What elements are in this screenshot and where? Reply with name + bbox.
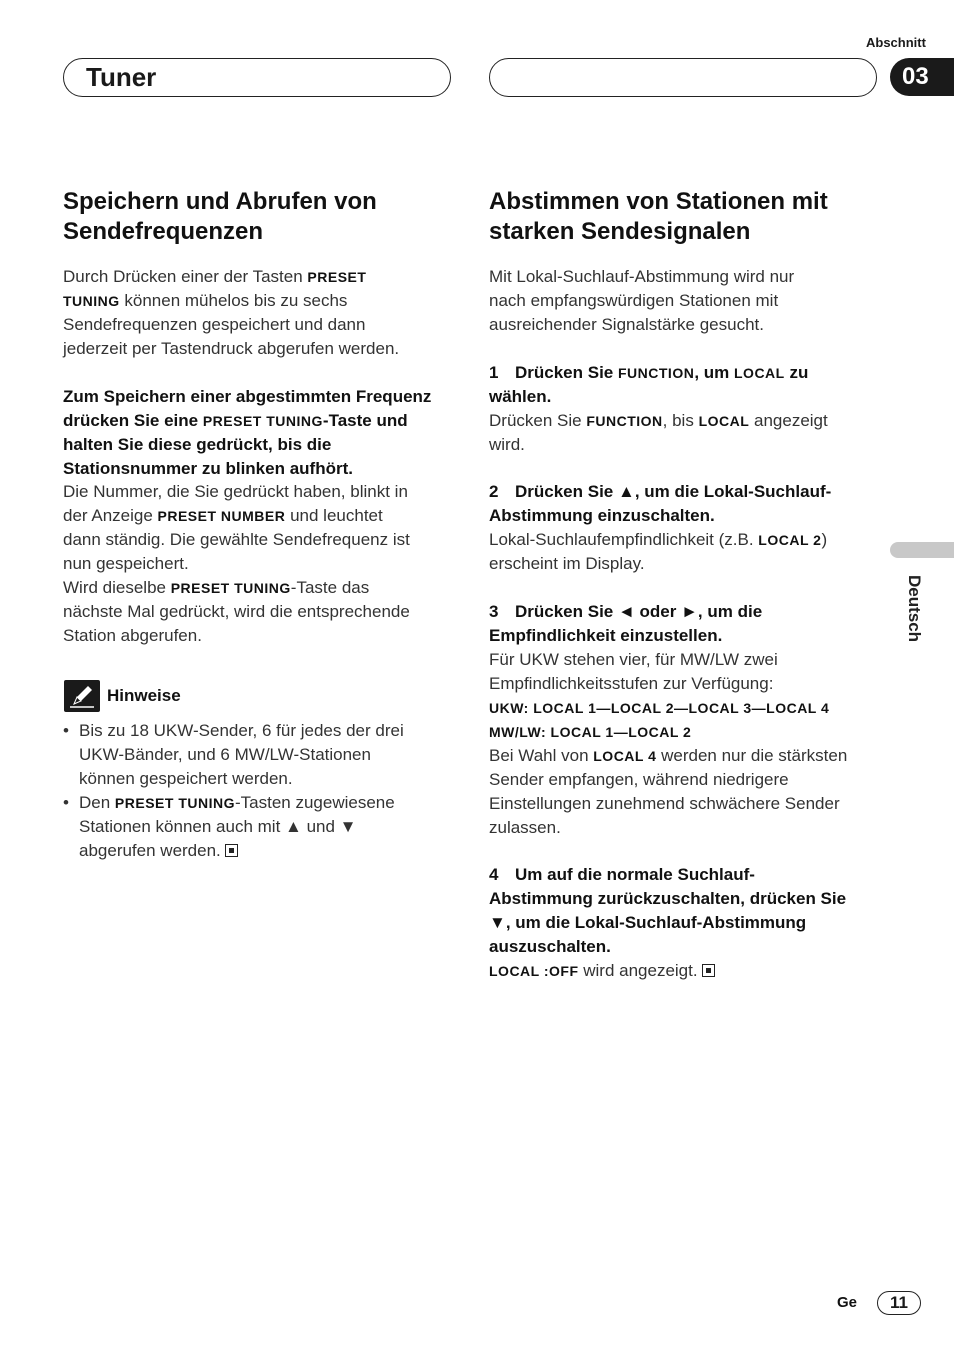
body-text: der Anzeige xyxy=(63,506,158,525)
instruction-text: drücken Sie eine xyxy=(63,411,203,430)
key-function: FUNCTION xyxy=(618,365,695,381)
key-tuning: TUNING xyxy=(63,293,120,309)
step-heading: Abstimmung einzuschalten. xyxy=(489,506,715,525)
step-heading: Drücken Sie ◄ oder ►, um die xyxy=(515,602,763,621)
step-number: 3 xyxy=(489,602,499,621)
step-heading: auszuschalten. xyxy=(489,937,611,956)
notes-list xyxy=(63,719,463,863)
notes-pencil-icon xyxy=(64,680,100,712)
key-local: LOCAL xyxy=(734,365,785,381)
key-local-off: LOCAL :OFF xyxy=(489,963,579,979)
intro-text: ausreichender Signalstärke gesucht. xyxy=(489,315,764,334)
step-body: Drücken Sie xyxy=(489,411,587,430)
step-2 xyxy=(489,480,879,576)
body-text: Die Nummer, die Sie gedrückt haben, blinkt in xyxy=(63,482,408,501)
instruction-text: Zum Speichern einer abgestimmten Frequenz xyxy=(63,387,432,406)
step-heading: Drücken Sie ▲, um die Lokal-Suchlauf- xyxy=(515,482,832,501)
left-body xyxy=(63,480,463,648)
step-number: 4 xyxy=(489,865,499,884)
step-body: Empfindlichkeitsstufen zur Verfügung: xyxy=(489,674,774,693)
page-number: 11 xyxy=(877,1291,921,1315)
step-4 xyxy=(489,863,879,983)
side-tab-marker xyxy=(890,542,954,558)
step-body: Für UKW stehen vier, für MW/LW zwei xyxy=(489,650,778,669)
key-preset-tuning: PRESET TUNING xyxy=(202,413,323,429)
intro-text: Sendefrequenzen gespeichert und dann xyxy=(63,315,366,334)
ukw-levels: UKW: LOCAL 1—LOCAL 2—LOCAL 3—LOCAL 4 xyxy=(489,700,830,716)
body-text: dann ständig. Die gewählte Sendefrequenz ist xyxy=(63,530,410,549)
step-body: , bis xyxy=(662,411,699,430)
step-body: Einstellungen zunehmend schwächere Sender xyxy=(489,794,840,813)
step-heading: Abstimmung zurückzuschalten, drücken Sie xyxy=(489,889,847,908)
key-preset-tuning: PRESET TUNING xyxy=(114,795,235,811)
left-heading-line2: Sendefrequenzen xyxy=(63,218,264,245)
end-mark-icon xyxy=(225,844,238,857)
step-body: werden nur die stärksten xyxy=(656,746,848,765)
side-language-label: Deutsch xyxy=(905,575,924,643)
key-function: FUNCTION xyxy=(586,413,663,429)
note-text: -Tasten zugewiesene xyxy=(235,793,395,812)
left-heading-line1: Speichern und Abrufen von xyxy=(63,188,377,215)
note-item xyxy=(63,719,463,791)
step-heading: wählen. xyxy=(489,387,552,406)
step-heading: Um auf die normale Suchlauf- xyxy=(515,865,755,884)
key-preset-tuning: PRESET TUNING xyxy=(170,580,291,596)
right-heading-line1: Abstimmen von Stationen mit xyxy=(489,188,828,215)
step-body: zulassen. xyxy=(489,818,561,837)
instruction-text: halten Sie diese gedrückt, bis die xyxy=(63,435,332,454)
step-heading: Drücken Sie xyxy=(515,363,618,382)
chapter-title: Tuner xyxy=(86,62,157,92)
right-intro xyxy=(489,265,879,337)
intro-text: Durch Drücken einer der Tasten xyxy=(63,267,308,286)
body-text: Wird dieselbe xyxy=(63,578,171,597)
step-body: wird angezeigt. xyxy=(578,961,698,980)
step-heading: , um xyxy=(694,363,734,382)
intro-text: nach empfangswürdigen Stationen mit xyxy=(489,291,779,310)
note-text: Stationen können auch mit ▲ und ▼ xyxy=(79,817,357,836)
instruction-text: Stationsnummer zu blinken aufhört. xyxy=(63,459,353,478)
note-item xyxy=(63,791,463,863)
note-text: können gespeichert werden. xyxy=(79,769,293,788)
step-number: 2 xyxy=(489,482,499,501)
body-text: Station abgerufen. xyxy=(63,626,202,645)
left-intro xyxy=(63,265,453,361)
step-body: wird. xyxy=(489,435,525,454)
section-label: Abschnitt xyxy=(866,35,926,50)
key-preset: PRESET xyxy=(307,269,367,285)
step-3 xyxy=(489,600,879,840)
right-heading xyxy=(489,187,879,247)
step-number: 1 xyxy=(489,363,499,382)
header-empty-frame xyxy=(489,58,877,97)
key-local-2: LOCAL 2 xyxy=(758,532,822,548)
step-body: angezeigt xyxy=(749,411,828,430)
key-local: LOCAL xyxy=(698,413,750,429)
footer-lang-code: Ge xyxy=(837,1294,858,1311)
body-text: -Taste das xyxy=(290,578,370,597)
body-text: nun gespeichert. xyxy=(63,554,189,573)
end-mark-icon xyxy=(702,964,715,977)
intro-text: Mit Lokal-Suchlauf-Abstimmung wird nur xyxy=(489,267,795,286)
intro-text: können mühelos bis zu sechs xyxy=(119,291,348,310)
key-local-4: LOCAL 4 xyxy=(593,748,657,764)
instruction-text: -Taste und xyxy=(322,411,408,430)
section-number-badge: 03 xyxy=(890,58,954,96)
body-text: nächste Mal gedrückt, wird die entsprechende xyxy=(63,602,410,621)
note-text: Den xyxy=(79,793,115,812)
key-preset-number: PRESET NUMBER xyxy=(157,508,286,524)
body-text: und leuchtet xyxy=(285,506,383,525)
step-heading: zu xyxy=(784,363,809,382)
left-instruction xyxy=(63,385,463,481)
step-body: erscheint im Display. xyxy=(489,554,645,573)
left-heading xyxy=(63,187,443,247)
note-text: abgerufen werden. xyxy=(79,841,221,860)
intro-text: jederzeit per Tastendruck abgerufen werden. xyxy=(63,339,400,358)
note-text: UKW-Bänder, und 6 MW/LW-Stationen xyxy=(79,745,371,764)
step-body: Lokal-Suchlaufempfindlichkeit (z.B. xyxy=(489,530,759,549)
step-1 xyxy=(489,361,879,457)
chapter-title-frame xyxy=(63,58,451,97)
step-heading: ▼, um die Lokal-Suchlauf-Abstimmung xyxy=(489,913,807,932)
step-body: Bei Wahl von xyxy=(489,746,594,765)
step-heading: Empfindlichkeit einzustellen. xyxy=(489,626,723,645)
notes-title: Hinweise xyxy=(107,686,181,705)
right-heading-line2: starken Sendesignalen xyxy=(489,218,751,245)
mwlw-levels: MW/LW: LOCAL 1—LOCAL 2 xyxy=(489,724,692,740)
step-body: ) xyxy=(821,530,828,549)
step-body: Sender empfangen, während niedrigere xyxy=(489,770,789,789)
note-text: Bis zu 18 UKW-Sender, 6 für jedes der drei xyxy=(79,721,404,740)
